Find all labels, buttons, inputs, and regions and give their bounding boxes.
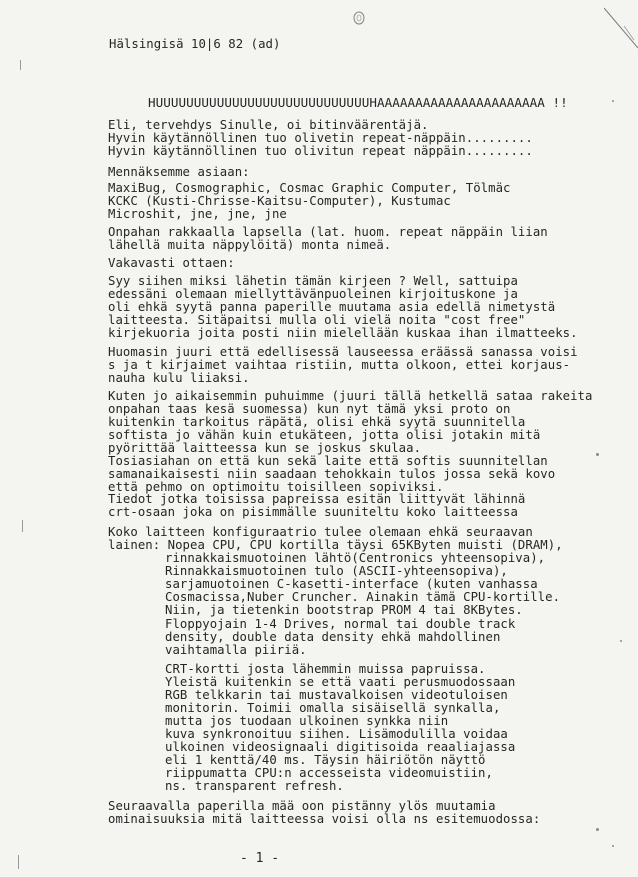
letter-line: Syy siihen miksi lähetin tämän kirjeen ? Well, sattuipa bbox=[108, 274, 518, 288]
letter-line: density, double data density ehkä mahdollinen bbox=[165, 630, 501, 644]
letter-line: Hyvin käytännöllinen tuo olivitun repeat näppäin......... bbox=[108, 144, 533, 158]
letter-line: lainen: Nopea CPU, CPU kortilla täysi 65KByten muisti (DRAM), bbox=[108, 538, 563, 552]
letter-line: MaxiBug, Cosmographic, Cosmac Graphic Computer, Tölmäc bbox=[108, 181, 511, 195]
margin-mark bbox=[22, 520, 23, 532]
letter-line: nauha kulu liiaksi. bbox=[108, 371, 250, 385]
letter-line: Koko laitteen konfiguraatrio tulee olemaan ehkä seuraavan bbox=[108, 525, 533, 539]
letter-line: Cosmacissa,Nuber Cruncher. Ainakin tämä CPU-kortille. bbox=[165, 590, 561, 604]
letter-line: CRT-kortti josta lähemmin muissa papruissa. bbox=[165, 662, 486, 676]
paper-speck bbox=[612, 845, 614, 847]
letter-line: Floppyojain 1-4 Drives, normal tai double track bbox=[165, 617, 516, 631]
letter-line: sarjamuotoinen C-kasetti-interface (kuten vanhassa bbox=[165, 577, 538, 591]
watermark-stamp-icon bbox=[352, 10, 366, 26]
letter-line: kirjekuoria joita posti niin mielellään kuskaa ihan ilmatteeks. bbox=[108, 326, 578, 340]
letter-line: RGB telkkarin tai mustavalkoisen videotuloisen bbox=[165, 688, 508, 702]
letter-line: Onpahan rakkaalla lapsella (lat. huom. repeat näppäin liian bbox=[108, 225, 548, 239]
letter-line: KCKC (Kusti-Chrisse-Kaitsu-Computer), Kustumac bbox=[108, 194, 451, 208]
margin-mark bbox=[20, 60, 21, 70]
letter-line: rinnakkaismuotoinen lähtö(Centronics yhteensopiva), bbox=[165, 551, 546, 565]
letter-line: edessäni olemaan miellyttävänpuoleinen kirjoituskone ja bbox=[108, 287, 518, 301]
paper-speck bbox=[596, 453, 599, 456]
letter-line: ns. transparent refresh. bbox=[165, 779, 344, 793]
letter-line: ulkoinen videosignaali digitisoida reaaliajassa bbox=[165, 740, 516, 754]
letter-line: Hyvin käytännöllinen tuo olivetin repeat-näppäin......... bbox=[108, 131, 533, 145]
letter-line: Mennäksemme asiaan: bbox=[108, 165, 250, 179]
letter-line: samanaikaisesti niin saadaan tehokkain tulos jossa sekä kovo bbox=[108, 467, 556, 481]
letter-line: vaihtamalla piiriä. bbox=[165, 643, 307, 657]
letter-line: kuitenkin tarkoitus räpätä, olisi ehkä syytä suunnitella bbox=[108, 415, 526, 429]
letter-line: Tiedot jotka toisissa papreissa esitän liittyvät lähinnä bbox=[108, 492, 526, 506]
letter-line: s ja t kirjaimet vaihtaa ristiin, mutta olkoon, ettei korjaus- bbox=[108, 358, 571, 372]
paper-speck bbox=[620, 640, 622, 642]
margin-mark bbox=[18, 855, 19, 869]
letter-line: mutta jos tuodaan ulkoinen synkka niin bbox=[165, 714, 449, 728]
letter-line: Niin, ja tietenkin bootstrap PROM 4 tai 8KBytes. bbox=[165, 603, 523, 617]
paper-speck bbox=[596, 828, 599, 831]
letter-line: Seuraavalla paperilla mää oon pistänny ylös muutamia bbox=[108, 799, 496, 813]
letter-line: Yleistä kuitenkin se että vaati perusmuodossaan bbox=[165, 675, 516, 689]
letter-line: Rinnakkaismuotoinen tulo (ASCII-yhteensopiva), bbox=[165, 564, 508, 578]
letter-line: että pehmo on optimoitu toisilleen sopiviksi. bbox=[108, 480, 444, 494]
letter-line: crt-osaan joka on pisimmälle suuniteltu koko laitteessa bbox=[108, 505, 518, 519]
letter-line: eli 1 kenttä/40 ms. Täysin häiriötön näyttö bbox=[165, 753, 486, 767]
letter-line: Eli, tervehdys Sinulle, oi bitinväärentäjä. bbox=[108, 118, 429, 132]
letter-line: Huomasin juuri että edellisessä lauseessa eräässä sanassa voisi bbox=[108, 345, 578, 359]
letter-line: monitorin. Toimii omalla sisäisellä synkalla, bbox=[165, 701, 501, 715]
folded-corner-mark bbox=[604, 0, 638, 60]
letter-line: riippumatta CPU:n accesseista videomuistiin, bbox=[165, 766, 493, 780]
letter-line: pyörittää laitteessa kun se joskus skulaa. bbox=[108, 441, 422, 455]
letter-line: softista jo vähän kuin etukäteen, jotta olisi jotakin mitä bbox=[108, 428, 541, 442]
letter-date-header: Hälsingisä 10|6 82 (ad) bbox=[109, 37, 281, 51]
page-number: - 1 - bbox=[240, 851, 280, 866]
letter-line: laitteesta. Sitäpaitsi mulla oli vielä noita "cost free" bbox=[108, 313, 526, 327]
letter-line: kuva synkronoituu siihen. Lisämodulilla voidaa bbox=[165, 727, 508, 741]
letter-line: Vakavasti ottaen: bbox=[108, 256, 235, 270]
letter-line: oli ehkä syytä panna paperille muutama asia edellä nimetystä bbox=[108, 300, 556, 314]
letter-line: Microshit, jne, jne, jne bbox=[108, 207, 287, 221]
paper-speck bbox=[612, 100, 614, 102]
letter-line: lähellä muita näppylöitä) monta nimeä. bbox=[108, 238, 392, 252]
letter-line: Tosiasiahan on että kun sekä laite että softis suunnitellan bbox=[108, 454, 548, 468]
letter-line: Kuten jo aikaisemmin puhuimme (juuri tällä hetkellä sataa rakeita bbox=[108, 389, 593, 403]
shout-line: HUUUUUUUUUUUUUUUUUUUUUUUUUUUUHAAAAAAAAAAAAAAAAAAAAAA !! bbox=[148, 95, 568, 110]
letter-line: ominaisuuksia mitä laitteessa voisi olla ns esitemuodossa: bbox=[108, 812, 541, 826]
letter-line: onpahan taas kesä suomessa) kun nyt tämä yksi proto on bbox=[108, 402, 511, 416]
